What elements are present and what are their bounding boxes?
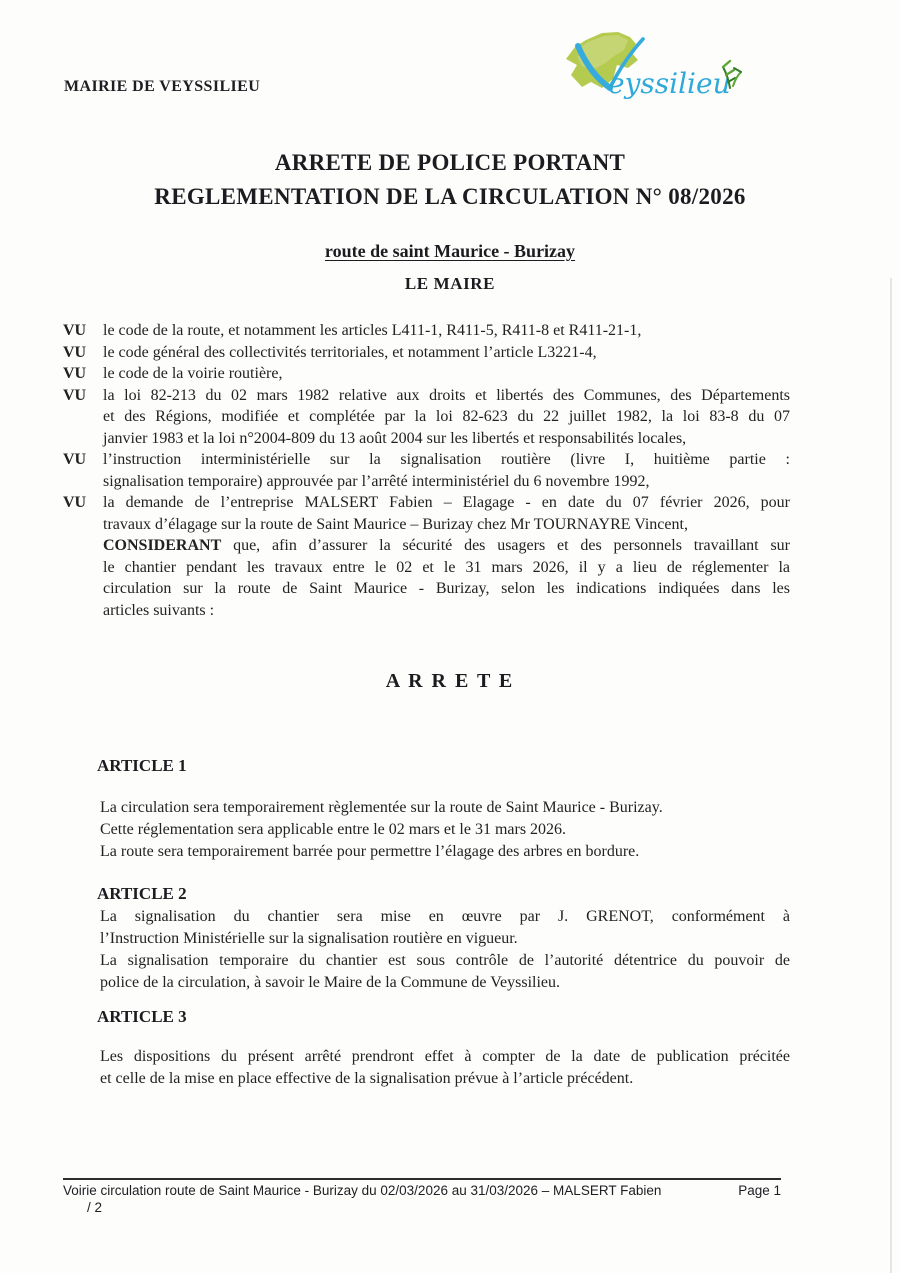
vu-item-2 xyxy=(63,342,790,364)
vu-label: VU xyxy=(63,365,87,382)
article-line: La circulation sera temporairement règlementée sur la route de Saint Maurice - Burizay. xyxy=(100,799,663,816)
vu-text-line: le code de la voirie routière, xyxy=(103,365,283,382)
vu-text-line: le code général des collectivités territoriales, et notamment l’article L3221-4, xyxy=(103,343,597,361)
commune-logo-graphic xyxy=(556,30,756,110)
vu-list xyxy=(63,320,790,621)
vu-item-4 xyxy=(63,385,790,450)
footer-description: Voirie circulation route de Saint Maurice - Burizay du 02/03/2026 au 31/03/2026 – MALSERT Fabien xyxy=(63,1183,662,1198)
vu-text-line: le code de la route, et notamment les articles L411-1, R411-5, R411-8 et R411-21-1, xyxy=(103,322,642,339)
page-footer xyxy=(63,1178,781,1215)
article-line: Cette réglementation sera applicable entre le 02 mars et le 31 mars 2026. xyxy=(100,821,567,838)
vu-text-line: la demande de l’entreprise MALSERT Fabien – Elagage - en date du 07 février 2026, pour xyxy=(103,494,790,511)
document-title xyxy=(0,146,900,214)
title-line-1: ARRETE DE POLICE PORTANT xyxy=(274,150,626,175)
vu-label: VU xyxy=(63,451,87,468)
article-line: La route sera temporairement barrée pour permettre l’élagage des arbres en bordure. xyxy=(100,843,640,860)
vu-item-3 xyxy=(63,363,790,385)
org-name: MAIRIE DE VEYSSILIEU xyxy=(64,78,261,95)
vu-label: VU xyxy=(63,494,87,511)
article-2-heading: ARTICLE 2 xyxy=(97,884,187,903)
vu-item-6 xyxy=(63,492,790,621)
article-line: police de la circulation, à savoir le Maire de la Commune de Veyssilieu. xyxy=(100,974,561,991)
vu-text-line: l’instruction interministérielle sur la signalisation routière (livre I, huitième partie : xyxy=(103,451,790,468)
article-line: Les dispositions du présent arrêté prendront effet à compter de la date de publication précitée xyxy=(100,1048,790,1065)
arrete-heading: A R R E T E xyxy=(385,670,515,692)
commune-logo xyxy=(556,30,756,110)
article-1-heading: ARTICLE 1 xyxy=(97,756,187,775)
road-subtitle: route de saint Maurice - Burizay xyxy=(324,241,576,261)
vu-label: VU xyxy=(63,343,87,361)
vu-text-line: travaux d’élagage sur la route de Saint Maurice – Burizay chez Mr TOURNAYRE Vincent, xyxy=(103,515,688,533)
vu-text-line: la loi 82-213 du 02 mars 1982 relative aux droits et libertés des Communes, des Départements xyxy=(103,386,790,404)
vu-item-1 xyxy=(63,320,790,342)
logo-script-text: eyssilieu xyxy=(608,67,731,100)
article-line: l’Instruction Ministérielle sur la signalisation routière en vigueur. xyxy=(100,930,518,947)
article-line: La signalisation du chantier sera mise en œuvre par J. GRENOT, conformément à xyxy=(100,908,790,925)
vu-text-line: signalisation temporaire) approuvée par l’arrêté interministériel du 6 novembre 1992, xyxy=(103,472,650,490)
article-line: et celle de la mise en place effective de la signalisation prévue à l’article précédent. xyxy=(100,1070,634,1087)
article-1-body xyxy=(100,797,790,863)
scan-edge-artifact xyxy=(890,278,892,1273)
vu-item-5 xyxy=(63,449,790,492)
page-number: Page 1 xyxy=(738,1183,781,1198)
vu-text-line: janvier 1983 et la loi n°2004-809 du 13 août 2004 sur les libertés et responsabilités locales, xyxy=(103,429,687,447)
article-line: La signalisation temporaire du chantier est sous contrôle de l’autorité détentrice du pouvoir de xyxy=(100,952,790,969)
vu-label: VU xyxy=(63,322,87,339)
considerant-line: le chantier pendant les travaux entre le 02 et le 31 mars 2026, il y a lieu de réglementer la xyxy=(103,558,790,576)
article-3-body xyxy=(100,1046,790,1090)
considerant-line xyxy=(103,535,790,557)
considerant-line: articles suivants : xyxy=(103,601,215,619)
vu-label: VU xyxy=(63,386,87,404)
considerant-line: circulation sur la route de Saint Maurice - Burizay, selon les indications indiquées dans les xyxy=(103,580,790,597)
le-maire-heading: LE MAIRE xyxy=(404,274,496,293)
title-line-2: REGLEMENTATION DE LA CIRCULATION N° 08/2026 xyxy=(154,184,746,209)
article-3-heading: ARTICLE 3 xyxy=(97,1007,187,1026)
considerant-rest: que, afin d’assurer la sécurité des usagers et des personnels travaillant sur xyxy=(221,537,790,554)
considerant-lead: CONSIDERANT xyxy=(103,537,222,554)
vu-text-line: et des Régions, modifiée et complétée par la loi 82-623 du 22 juillet 1982, la loi 83-8 du 07 xyxy=(103,408,790,425)
article-2-body xyxy=(100,906,790,994)
footer-description-continued: / 2 xyxy=(87,1200,103,1215)
